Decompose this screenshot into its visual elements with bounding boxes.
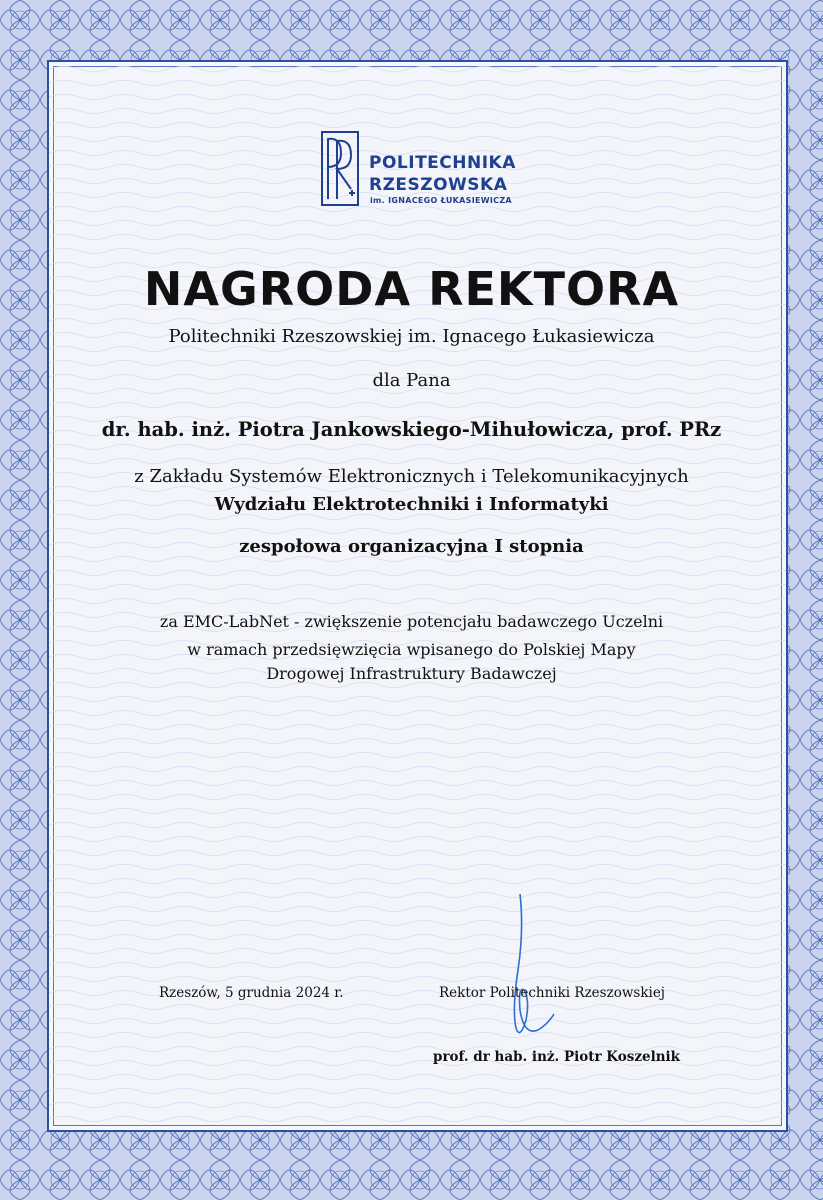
signature-mark xyxy=(498,890,568,1050)
university-logo xyxy=(321,131,521,209)
addressee-intro: dla Pana xyxy=(372,370,451,391)
certificate-title: NAGRODA REKTORA xyxy=(143,262,680,316)
reason-line: Drogowej Infrastruktury Badawczej xyxy=(266,664,557,683)
award-category: zespołowa organizacyjna I stopnia xyxy=(239,536,584,557)
recipient-name: dr. hab. inż. Piotra Jankowskiego-Mihułowicza, prof. PRz xyxy=(101,418,722,441)
faculty-line: Wydziału Elektrotechniki i Informatyki xyxy=(214,494,609,515)
reason-line: za EMC-LabNet - zwiększenie potencjału badawczego Uczelni xyxy=(159,612,664,631)
certificate-subtitle: Politechniki Rzeszowskiej im. Ignacego Łukasiewicza xyxy=(168,326,655,347)
logo-line-2: RZESZOWSKA xyxy=(369,175,508,195)
logo-line-1: POLITECHNIKA xyxy=(369,153,516,173)
reason-line: w ramach przedsięwzięcia wpisanego do Polskiej Mapy xyxy=(187,640,636,659)
logo-line-3: im. IGNACEGO ŁUKASIEWICZA xyxy=(370,196,512,205)
department-line: z Zakładu Systemów Elektronicznych i Telekomunikacyjnych xyxy=(134,466,689,487)
signatory-title: Rektor Politechniki Rzeszowskiej xyxy=(439,985,665,1001)
signatory-name: prof. dr hab. inż. Piotr Koszelnik xyxy=(433,1049,681,1065)
place-date: Rzeszów, 5 grudnia 2024 r. xyxy=(159,985,344,1001)
prz-logo-icon xyxy=(321,131,361,207)
